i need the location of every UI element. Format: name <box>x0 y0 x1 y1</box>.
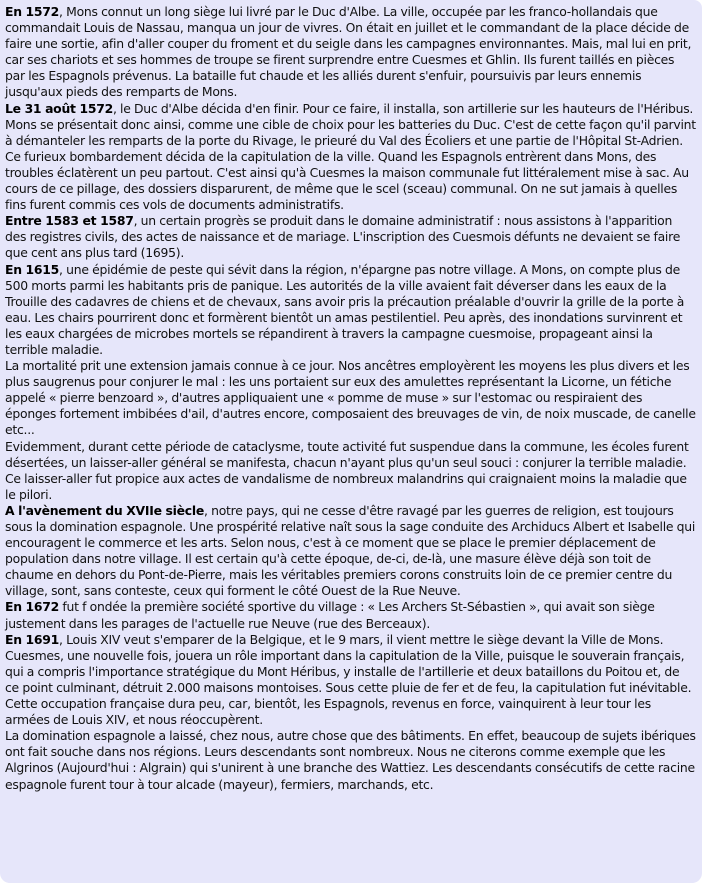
paragraph-lead: En 1615 <box>5 261 60 277</box>
paragraph-text: , un certain progrès se produit dans le domaine administratif : nous assistons à l'apparition des registres civils, des actes de naissance et de mariage. L'inscription des Cuesmois défunts ne devaient se faire que cent ans plus tard (1695). <box>5 213 681 261</box>
paragraph-1583-1587 <box>5 213 696 261</box>
paragraph-lead: En 1672 <box>5 599 60 615</box>
paragraph-text: Ce furieux bombardement décida de la capitulation de la ville. Quand les Espagnols entrèrent dans Mons, des troubles éclatèrent un peu partout. C'est ainsi qu'à Cuesmes la maison communale fut littéralement mise à sac. Au cours de ce pillage, des dossiers disparurent, de même que le scel (sceau) communal. On ne sut jamais à quelles fins furent commis ces vols de documents administratifs. <box>5 148 689 213</box>
paragraph-evidemment <box>5 439 696 471</box>
paragraph-mortalite <box>5 358 696 438</box>
paragraph-text: , Louis XIV veut s'emparer de la Belgique, et le 9 mars, il vient mettre le siège devant la Ville de Mons. Cuesmes, une nouvelle fois, jouera un rôle important dans la capitulation de la Ville, puisque le souverain français, qui a compris l'importance stratégique du Mont Héribus, y installe de l'artillerie et deux bataillons du Poitou et, de ce point culminant, détruit 2.000 maisons montoises. Sous cette pluie de fer et de feu, la capitulation fut inévitable. Cette occupation française dura peu, car, bientôt, les Espagnols, revenus en force, vainquirent à leur tour les armées de Louis XIV, et nous réoccupèrent. <box>5 631 692 728</box>
paragraph-text: La mortalité prit une extension jamais connue à ce jour. Nos ancêtres employèrent les moyens les plus divers et les plus saugrenus pour conjurer le mal : les uns portaient sur eux des amulettes représentant la Licorne, un fétiche appelé « pierre benzoard », d'autres appliquaient une « pomme de muse » sur l'estomac ou respiraient des éponges fortement imbibées d'ail, d'autres encore, composaient des breuvages de vin, de noix muscade, de canelle etc... <box>5 358 696 438</box>
paragraph-text: , notre pays, qui ne cesse d'être ravagé par les guerres de religion, est toujours sous la domination espagnole. Une prospérité relative naît sous la sage conduite des Archiducs Albert et Isabelle qui encouragent le commerce et les arts. Selon nous, c'est à ce moment que se place le premier déplacement de population dans notre village. Il est certain qu'à cette époque, de-ci, de-là, une masure élève déjà son toit de chaume en dehors du Pont-de-Pierre, mais les véritables premiers corons construits loin de ce premier centre du village, sont, sans conteste, ceux qui forment le côté Ouest de la Rue Neuve. <box>5 502 696 599</box>
paragraph-text: , une épidémie de peste qui sévit dans la région, n'épargne pas notre village. A Mons, on compte plus de 500 morts parmi les habitants pris de panique. Les autorités de la ville avaient fait déverser dans les eaux de la Trouille des cadavres de chiens et de chevaux, sans avoir pris la précaution préalable d'ouvrir la grille de la porte à eau. Les chairs pourrirent donc et formèrent bientôt un amas pestilentiel. Peu après, des inondations survinrent et les eaux chargées de microbes mortels se répandirent à travers la campagne cuesmoise, propageant ainsi la terrible maladie. <box>5 261 685 357</box>
paragraph-lead: Le 31 août 1572 <box>5 100 113 116</box>
paragraph-text: La domination espagnole a laissé, chez nous, autre chose que des bâtiments. En effet, beaucoup de sujets ibériques ont fait souche dans nos régions. Leurs descendants sont nombreux. Nous ne citerons comme exemple que les Algrinos (Aujourd'hui : Algrain) qui s'unirent à une branche des Wattiez. Les descendants consécutifs de cette racine espagnole furent tour à tour alcade (mayeur), fermiers, marchands, etc. <box>5 728 696 792</box>
paragraph-text: fut f ondée la première société sportive du village : « Les Archers St-Sébastien », qui avait son siège justement dans les parages de l'actuelle rue Neuve (rue des Berceaux). <box>5 599 655 631</box>
paragraph-xviie-siecle <box>5 503 696 600</box>
paragraph-text: , le Duc d'Albe décida d'en finir. Pour ce faire, il installa, son artillerie sur les hauteurs de l'Héribus. Mons se présentait donc ainsi, comme une cible de choix pour les batteries du Duc. C'est de cette façon qu'il parvint à démanteler les remparts de la porte du Rivage, le prieuré du Val des Écoliers et une partie de l'Hôpital St-Adrien. <box>5 100 696 148</box>
paragraph-lead: A l'avènement du XVIIe siècle <box>5 502 205 518</box>
paragraph-bombardement <box>5 149 696 213</box>
paragraph-text: Evidemment, durant cette période de cataclysme, toute activité fut suspendue dans la commune, les écoles furent désertées, un laisser-aller général se manifesta, chacun n'ayant plus qu'un seul souci : conjurer la terrible maladie. <box>5 438 689 470</box>
paragraph-1672 <box>5 599 696 631</box>
paragraph-text: Ce laisser-aller fut propice aux actes de vandalisme de nombreux malandrins qui craignaient moins la maladie que le pilori. <box>5 470 687 502</box>
paragraph-lead: En 1691 <box>5 631 60 647</box>
paragraph-lead: En 1572 <box>5 4 60 19</box>
paragraph-domination-espagnole <box>5 728 696 792</box>
paragraph-laisser-aller <box>5 471 696 503</box>
paragraph-lead: Entre 1583 et 1587 <box>5 213 134 229</box>
paragraph-1691 <box>5 632 696 729</box>
paragraph-1615 <box>5 262 696 359</box>
paragraph-1572 <box>5 4 696 101</box>
paragraph-31-aout-1572 <box>5 101 696 149</box>
paragraph-text: , Mons connut un long siège lui livré par le Duc d'Albe. La ville, occupée par les franco-hollandais que commandait Louis de Nassau, manqua un jour de vivres. On était en juillet et le commandant de la place décide de faire une sortie, afin d'aller couper du froment et du seigle dans les campagnes environnantes. Mais, mal lui en prit, car ses chariots et ses hommes de troupe se firent surprendre entre Cuesmes et Ghlin. Ils furent taillés en pièces par les Espagnols prévenus. La bataille fut chaude et les alliés durent s'enfuir, poursuivis par leurs ennemis jusqu'aux pieds des remparts de Mons. <box>5 4 692 100</box>
